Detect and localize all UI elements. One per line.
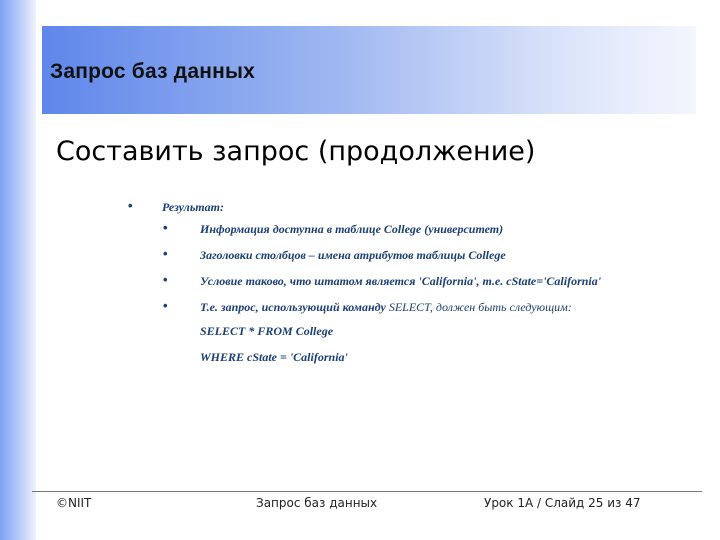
bullet-icon: • xyxy=(163,272,168,287)
slide-title: Составить запрос (продолжение) xyxy=(56,136,536,167)
header-title: Запрос баз данных xyxy=(50,60,255,83)
left-decorative-bar xyxy=(0,0,36,540)
footer-copyright: ©NIIT xyxy=(56,496,92,510)
code-line: WHERE cState = 'California' xyxy=(200,350,348,364)
list-item: Информация доступна в таблице College (университет) xyxy=(200,222,504,236)
list-item-normal-text: SELECT, должен быть следующим: xyxy=(385,300,572,314)
list-item-bold-text: Т.е. запрос, использующий команду xyxy=(200,300,386,314)
footer-slide-info: Урок 1А / Слайд 25 из 47 xyxy=(484,496,641,510)
bullet-icon: • xyxy=(163,246,168,261)
result-label: Результат: xyxy=(162,200,224,214)
list-item: Заголовки столбцов – имена атрибутов таблицы College xyxy=(200,248,506,262)
bullet-icon: • xyxy=(163,298,168,313)
bullet-icon: • xyxy=(163,220,168,235)
list-item: Условие таково, что штатом является 'California', т.е. cState='California' xyxy=(200,274,602,288)
footer-divider xyxy=(32,491,702,492)
code-line: SELECT * FROM College xyxy=(200,324,334,338)
list-item xyxy=(200,300,572,315)
footer-title: Запрос баз данных xyxy=(256,496,378,510)
bullet-icon: • xyxy=(128,198,133,213)
